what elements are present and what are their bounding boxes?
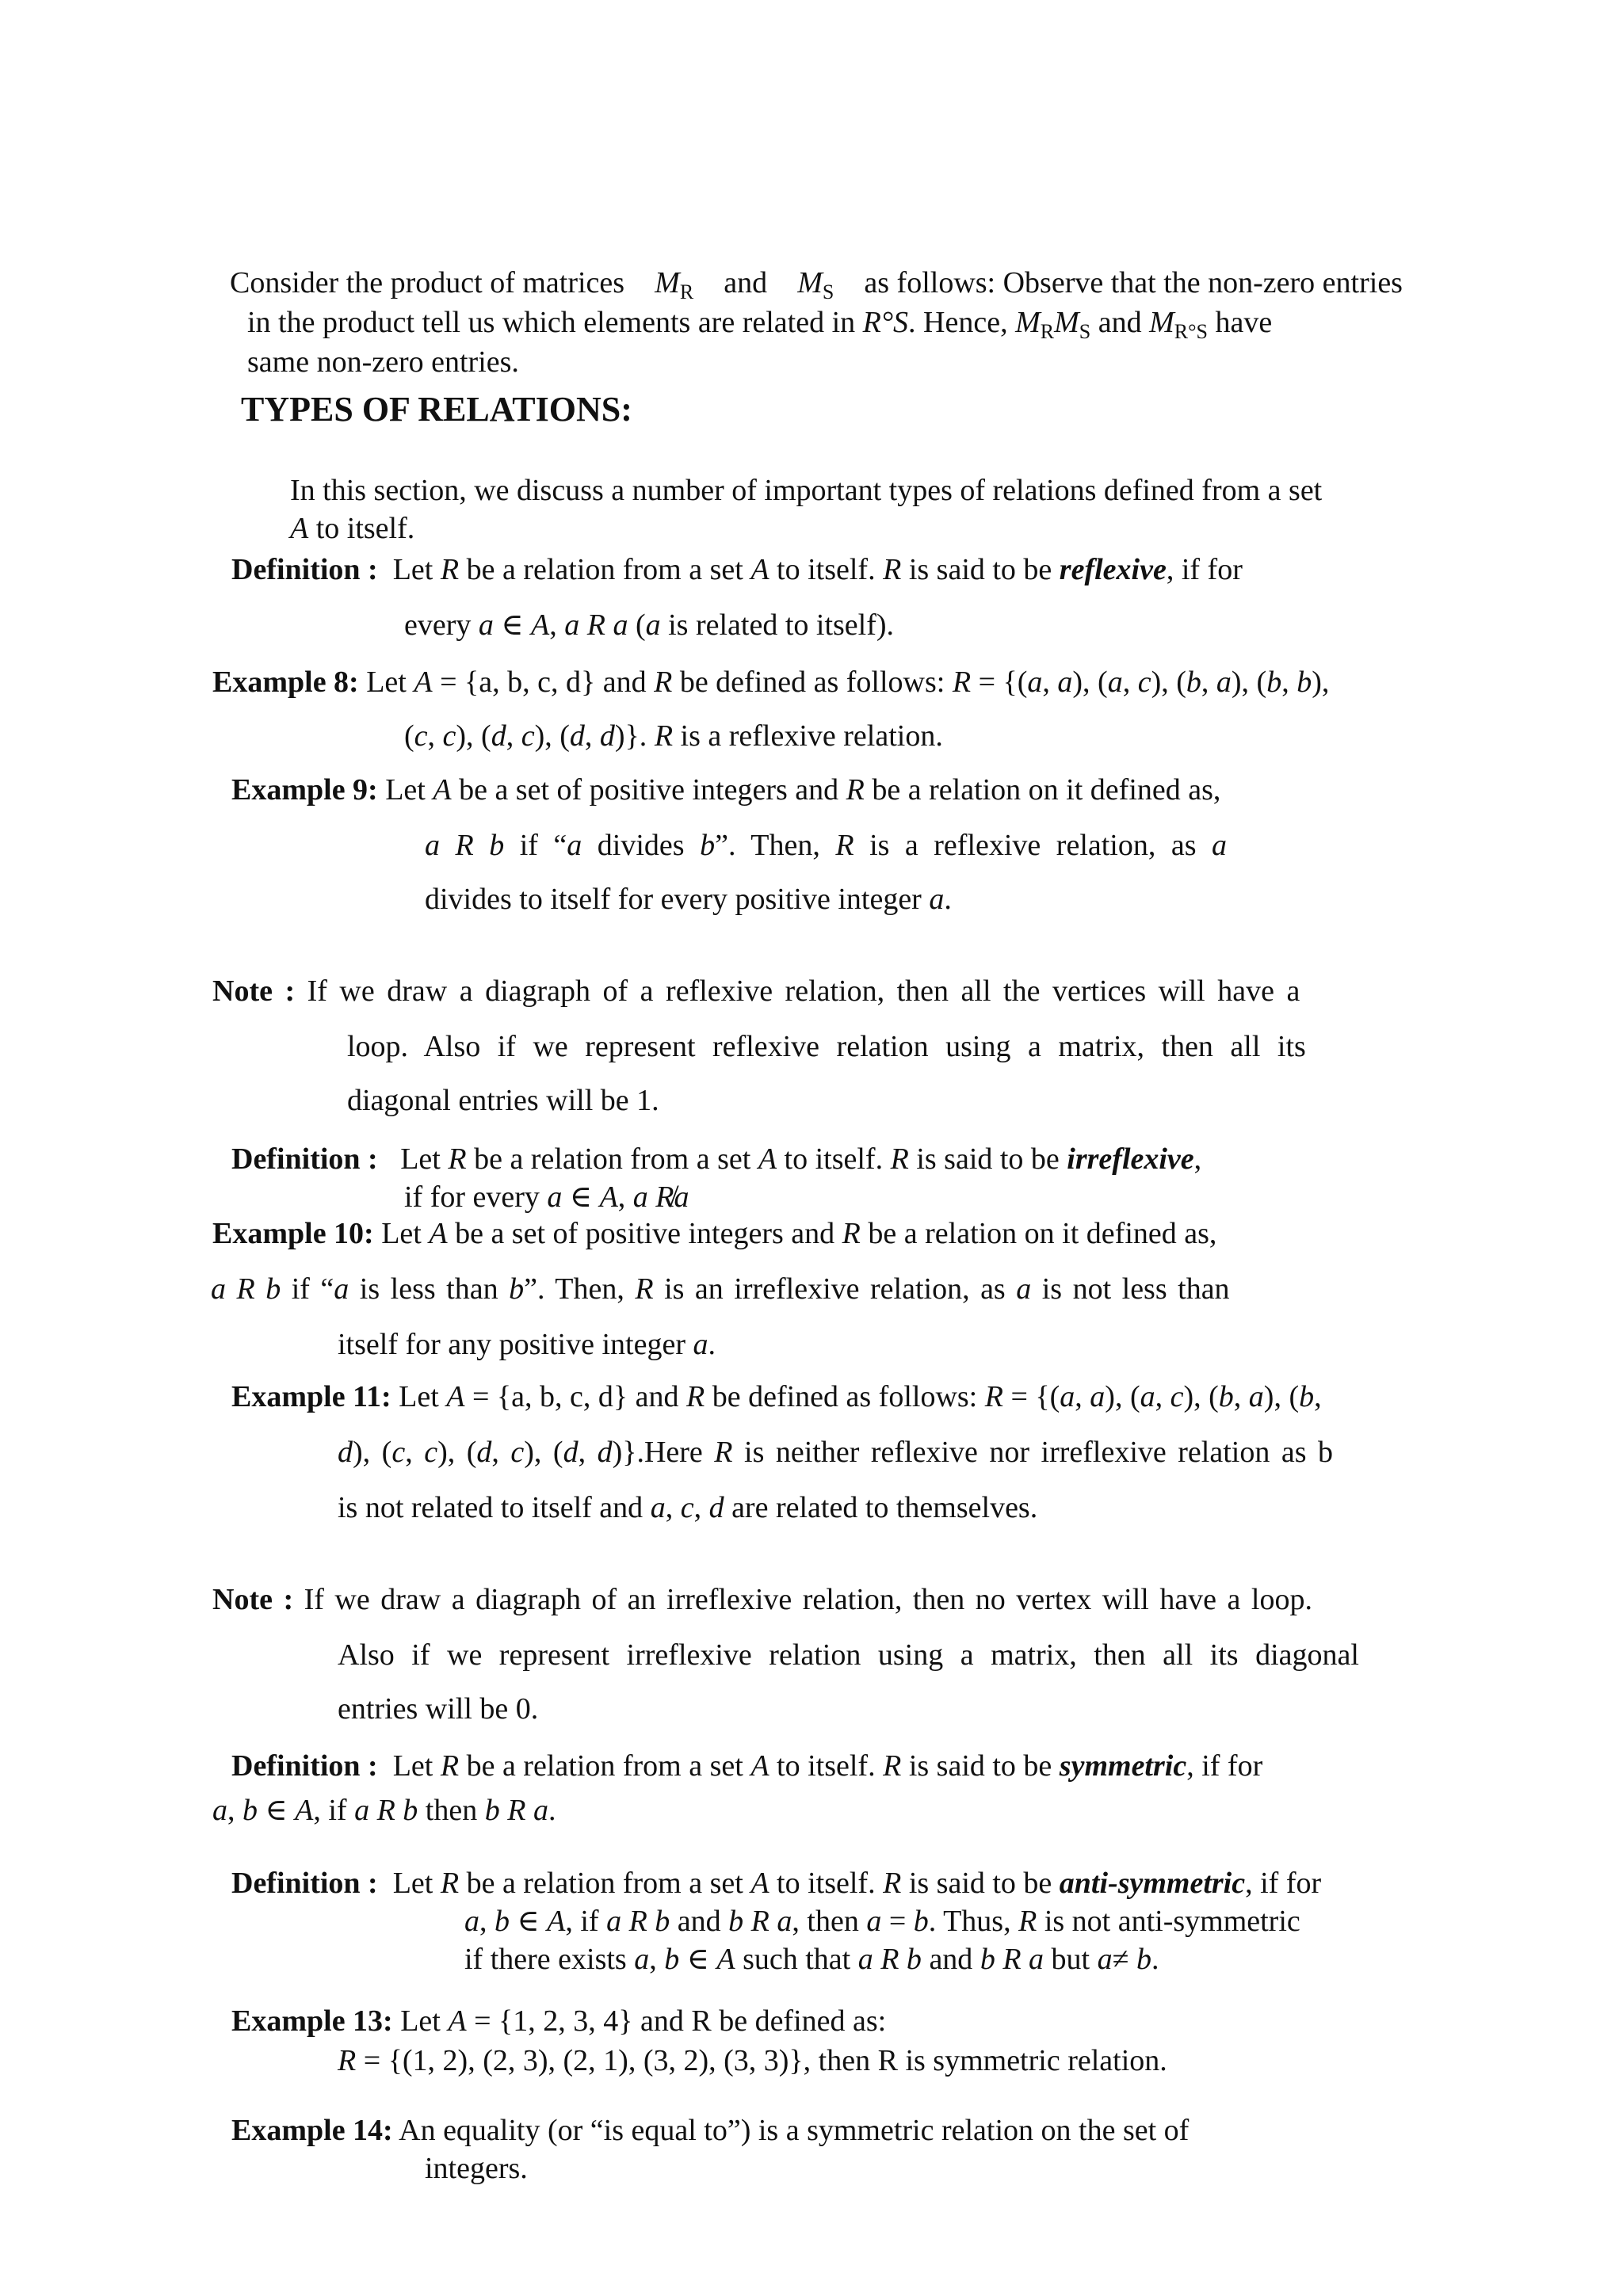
section-intro-line-1: In this section, we discuss a number of important types of relations defined from a set <box>290 474 1323 507</box>
example-9-line-1: Example 9: Let A be a set of positive integers and R be a relation on it defined as, <box>231 773 1221 807</box>
def-reflexive-line-1: Definition : Let R be a relation from a set A to itself. R is said to be reflexive, if for <box>231 553 1243 586</box>
note-2-line-1: Note : If we draw a diagraph of an irreflexive relation, then no vertex will have a loop. <box>212 1583 1312 1616</box>
def-reflexive-line-2: every a ∈ A, a R a (a is related to itself). <box>404 608 895 642</box>
note-label: Note : <box>212 974 296 1008</box>
def-irreflexive-line-2: if for every a ∈ A, a R̸a <box>404 1180 689 1214</box>
example-label: Example 10: <box>212 1217 374 1250</box>
definition-label: Definition : <box>231 1749 378 1783</box>
intro-line-1: Consider the product of matrices $M_R$ and $M_S$ as follows: Observe that the non-zero entries <box>230 266 1403 303</box>
def-symmetric-line-2: a, b ∈ A, if a R b then b R a. <box>212 1794 556 1827</box>
example-9-line-2: a R b if “a divides b”. Then, R is a reflexive relation, as a <box>425 829 1228 862</box>
term-reflexive: reflexive <box>1059 553 1167 586</box>
example-10-line-3: itself for any positive integer a. <box>338 1328 716 1361</box>
example-11-line-2: d), (c, c), (d, c), (d, d)}.Here R is neither reflexive nor irreflexive relation as b <box>338 1436 1333 1469</box>
definition-label: Definition : <box>231 553 378 586</box>
term-anti-symmetric: anti-symmetric <box>1059 1867 1246 1900</box>
def-antisymmetric-line-2: a, b ∈ A, if a R b and b R a, then a = b. Thus, R is not anti-symmetric <box>464 1905 1300 1938</box>
def-antisymmetric-line-1: Definition : Let R be a relation from a set A to itself. R is said to be anti-symmetric, if for <box>231 1867 1322 1900</box>
example-label: Example 11: <box>231 1380 391 1413</box>
example-11-line-1: Example 11: Let A = {a, b, c, d} and R be defined as follows: R = {(a, a), (a, c), (b, a), (b, <box>231 1380 1322 1413</box>
example-10-line-1: Example 10: Let A be a set of positive integers and R be a relation on it defined as, <box>212 1217 1217 1250</box>
example-14-line-2: integers. <box>425 2152 528 2185</box>
note-1-line-2: loop. Also if we represent reflexive relation using a matrix, then all its <box>347 1030 1306 1063</box>
note-1-line-3: diagonal entries will be 1. <box>347 1084 659 1117</box>
def-antisymmetric-line-3: if there exists a, b ∈ A such that a R b and b R a but a≠ b. <box>464 1943 1159 1976</box>
example-label: Example 8: <box>212 666 359 699</box>
example-label: Example 14: <box>231 2114 393 2147</box>
term-irreflexive: irreflexive <box>1067 1142 1194 1176</box>
example-14-line-1: Example 14: An equality (or “is equal to”) is a symmetric relation on the set of <box>231 2114 1190 2147</box>
example-9-line-3: divides to itself for every positive integer a. <box>425 883 952 916</box>
example-8-line-2: (c, c), (d, c), (d, d)}. R is a reflexive relation. <box>404 719 943 753</box>
definition-label: Definition : <box>231 1142 378 1176</box>
example-13-line-1: Example 13: Let A = {1, 2, 3, 4} and R be defined as: <box>231 2004 887 2038</box>
note-2-line-2: Also if we represent irreflexive relation using a matrix, then all its diagonal <box>338 1638 1359 1672</box>
note-label: Note : <box>212 1583 294 1616</box>
def-irreflexive-line-1: Definition : Let R be a relation from a set A to itself. R is said to be irreflexive, <box>231 1142 1202 1176</box>
intro-line-2: in the product tell us which elements are related in R°S. Hence, $M_RM_S$ and $M_{R^\circ S}$ have <box>247 306 1273 343</box>
example-label: Example 13: <box>231 2004 393 2038</box>
example-10-line-2: a R b if “a is less than b”. Then, R is an irreflexive relation, as a is not less than <box>211 1272 1230 1306</box>
not-related-symbol: R̸ <box>655 1180 674 1214</box>
example-8-line-1: Example 8: Let A = {a, b, c, d} and R be defined as follows: R = {(a, a), (a, c), (b, a), (b, b), <box>212 666 1330 699</box>
example-13-line-2: R = {(1, 2), (2, 3), (2, 1), (3, 2), (3, 3)}, then R is symmetric relation. <box>338 2044 1167 2077</box>
def-symmetric-line-1: Definition : Let R be a relation from a set A to itself. R is said to be symmetric, if for <box>231 1749 1263 1783</box>
definition-label: Definition : <box>231 1867 378 1900</box>
section-heading: TYPES OF RELATIONS: <box>241 390 632 429</box>
example-label: Example 9: <box>231 773 378 807</box>
section-intro-line-2: A to itself. <box>290 512 415 545</box>
example-11-line-3: is not related to itself and a, c, d are related to themselves. <box>338 1491 1038 1524</box>
term-symmetric: symmetric <box>1059 1749 1187 1783</box>
note-1-line-1: Note : If we draw a diagraph of a reflexive relation, then all the vertices will have a <box>212 974 1300 1008</box>
note-2-line-3: entries will be 0. <box>338 1692 539 1726</box>
intro-line-3: same non-zero entries. <box>247 345 519 379</box>
